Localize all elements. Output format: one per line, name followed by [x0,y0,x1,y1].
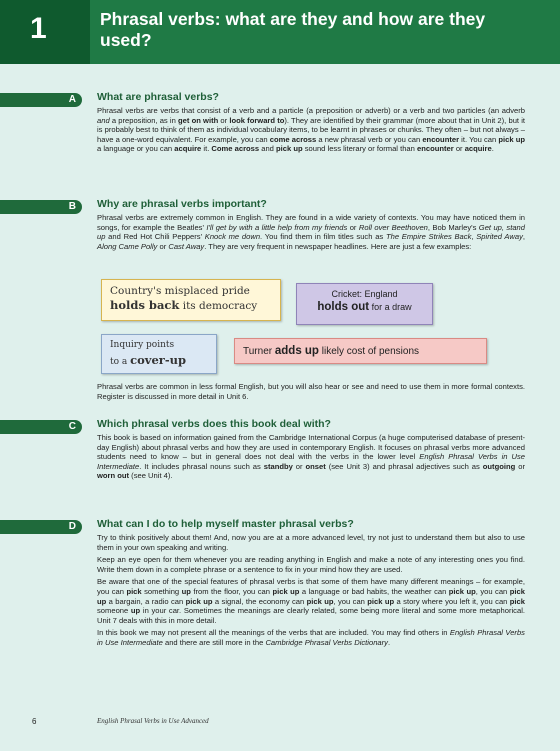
text-run: it. [201,144,212,154]
headline-2-line-1: Cricket: England [331,289,398,299]
text-run: . [387,637,391,647]
text-run: . You find them in film titles such as [260,232,386,242]
text-run: from the floor, you can [190,586,273,596]
text-run: and there are still more in the [162,637,266,647]
section-d-title: What can I do to help myself master phrasal verbs? [97,518,354,530]
text-run: , [471,232,477,242]
text-run: a language or you can [97,144,175,154]
text-run: Phrasal verbs are verbs that consist of a verb and a particle (a preposition or adverb) or a verb and two particles (an adverb [97,106,525,115]
text-run: . They are very frequent in newspaper headlines. Here are just a few examples: [204,241,472,251]
headline-4-pre: Turner [243,346,275,357]
text-run: a language or bad habits, the weather can [299,586,449,596]
bold-term: come across [269,134,317,144]
headline-1-line-1: Country's misplaced pride [110,285,250,297]
italic-title: Cambridge Phrasal Verbs Dictionary [265,637,388,647]
headline-clipping-3 [101,334,217,374]
bold-term: pick up [306,596,334,606]
text-run: and [259,144,277,154]
text-run: , [522,232,525,242]
section-d-marker [0,520,82,534]
text-run: or [157,241,169,251]
book-title-footer: English Phrasal Verbs in Use Advanced [97,717,209,725]
text-run: Phrasal verbs are extremely common in English. They are found in a wide variety of contexts. You may have noticed them in songs, for example the Beatles' [97,213,525,232]
section-c-marker [0,420,82,434]
bold-term: Come across [211,144,260,154]
headline-3-line-1: Inquiry points [110,340,175,350]
bold-term: get on with [178,115,219,125]
unit-number-box [0,0,90,64]
text-run: sound less literary or formal than [302,144,417,154]
section-d-paragraph-3 [97,577,525,625]
bold-term: onset [305,461,326,471]
section-a-paragraph-1 [97,106,525,154]
bold-term: pick up [97,586,525,606]
page-number: 6 [32,717,37,726]
unit-title: Phrasal verbs: what are they and how are they used? [100,9,486,50]
italic-title: English Phrasal Verbs in Use Intermediate [97,628,525,647]
text-run: , you can [475,586,510,596]
italic-title: Get up, stand up [97,222,525,242]
section-b-continued [97,382,525,404]
headline-clipping-2 [296,283,433,325]
italic-title: English Phrasal Verbs in Use Intermediate [97,452,526,471]
text-run: . It includes phrasal nouns such as [139,461,264,471]
text-run: or [347,222,359,232]
text-run: (see Unit 4). [129,471,173,481]
bold-term: worn out [97,471,130,481]
bold-term: encounter [417,144,454,154]
headline-4-rest: likely cost of pensions [318,346,420,357]
section-d-paragraph-1 [97,533,525,552]
text-run: . [491,144,494,154]
text-run: it. You can [459,134,499,144]
section-d-paragraph-4 [97,628,525,647]
text-run: (see Unit 3) and phrasal adjectives such as [325,461,483,471]
italic-title: The Empire Strikes Back [385,232,472,242]
section-a-title: What are phrasal verbs? [97,91,219,103]
bold-term: pick up [185,596,213,606]
section-b-title: Why are phrasal verbs important? [97,198,267,210]
section-d-paragraph-2 [97,555,525,574]
headline-3-line-2 [110,353,208,370]
headline-1-line-2 [110,298,272,313]
section-b-paragraph-2 [97,382,525,401]
bold-term: standby [263,461,293,471]
bold-term: pick up [498,134,525,144]
bold-term: look forward to [229,115,285,125]
italic-title: and [97,115,110,125]
italic-title: Cast Away [168,241,205,251]
section-b-letter: B [68,201,76,212]
bold-term: pick [509,596,525,606]
section-c [97,418,525,484]
text-run: a story where you left it, you can [394,596,510,606]
italic-title: Roll over Beethoven [358,222,428,232]
text-run: Be aware that one of the special features of phrasal verbs is that some of them have many different meanings – for example, you can [97,577,525,596]
text-run: or [453,144,465,154]
headline-1-phrasal-verb: holds back [110,298,180,312]
text-run: ). They are identified by their grammar (more about that in Unit 2), but it is probably best to think of them as individual vocabulary items, to be learnt in phrases or chunks. They often – but not always – have a one-word equivalent. For example, you can [97,115,526,144]
text-run: or [515,461,525,471]
headline-1-rest: its democracy [179,300,258,312]
text-run: , you can [333,596,368,606]
section-c-title: Which phrasal verbs does this book deal with? [97,418,331,430]
italic-title: Spirited Away [476,232,523,242]
bold-term: up [181,586,191,596]
bold-term: acquire [464,144,492,154]
bold-term: pick up [367,596,395,606]
italic-title: Along Came Polly [97,241,158,251]
section-c-paragraph-1 [97,433,525,481]
bold-term: acquire [174,144,202,154]
text-run: something [141,586,182,596]
headline-clipping-1 [101,279,281,321]
bold-term: outgoing [482,461,516,471]
headline-2-phrasal-verb: holds out [317,301,370,313]
section-a-marker [0,93,82,107]
bold-term: pick up [448,586,476,596]
unit-header [0,0,560,64]
section-c-letter: C [68,421,76,432]
headline-3-small: to a [110,357,131,367]
text-run: or [292,461,306,471]
section-d [97,518,525,651]
italic-title: I'll get by with a little help from my friends [206,222,348,232]
text-run: Phrasal verbs are common in less formal English, but you will also hear or see and need to use them in more formal contexts. Register is discussed in more detail in Unit 6. [97,382,525,401]
text-run: a preposition, as in [109,115,179,125]
text-run: a signal, the economy can [212,596,307,606]
headline-2-line-2 [303,301,426,314]
bold-term: pick [126,586,142,596]
section-a-letter: A [68,94,76,105]
italic-title: Knock me down [204,232,261,242]
bold-term: encounter [422,134,460,144]
section-d-letter: D [68,521,76,532]
text-run: Keep an eye open for them whenever you are reading anything in English and make a note of any interesting ones you find. Write them down in a complete phrase or a sentence to fix in your mind how they are used. [97,555,525,574]
text-run: a bargain, a radio can [106,596,186,606]
text-run: or [218,115,230,125]
bold-term: up [130,606,141,616]
headline-3-phrasal-verb: cover-up [130,353,187,367]
headline-2-rest: for a draw [369,302,412,312]
section-b-marker [0,200,82,214]
text-run: and Red Hot Chili Peppers' [105,232,205,242]
text-run: Try to think positively about them! And, now you are at a more advanced level, try not just to understand them but also to use them in your own speaking and writing. [97,533,525,552]
text-run: someone [97,606,131,616]
text-run: This book is based on information gained from the Cambridge International Corpus (a huge computerised database of present-day English) about phrasal verbs and how they are used in contemporary English. It focuses on phrasal verbs more advanced students need to know – but in general does not deal with the verbs in the lower level [97,433,525,462]
text-run: a new phrasal verb or you can [316,134,423,144]
unit-number: 1 [30,12,47,45]
text-run: in your car. Sometimes the meanings are clearly related, some being more literal and some more metaphorical. Unit 7 deals with this in more detail. [97,606,525,625]
text-run: In this book we may not present all the meanings of the verbs that are included. You may find others in [97,628,450,638]
headline-4-phrasal-verb: adds up [274,345,319,357]
bold-term: pick up [276,144,303,154]
bold-term: pick up [272,586,300,596]
section-b-paragraph-1 [97,213,525,251]
headline-clipping-4 [234,338,487,364]
section-b [97,198,525,254]
text-run: , Bob Marley's [427,222,479,232]
section-a [97,91,525,157]
